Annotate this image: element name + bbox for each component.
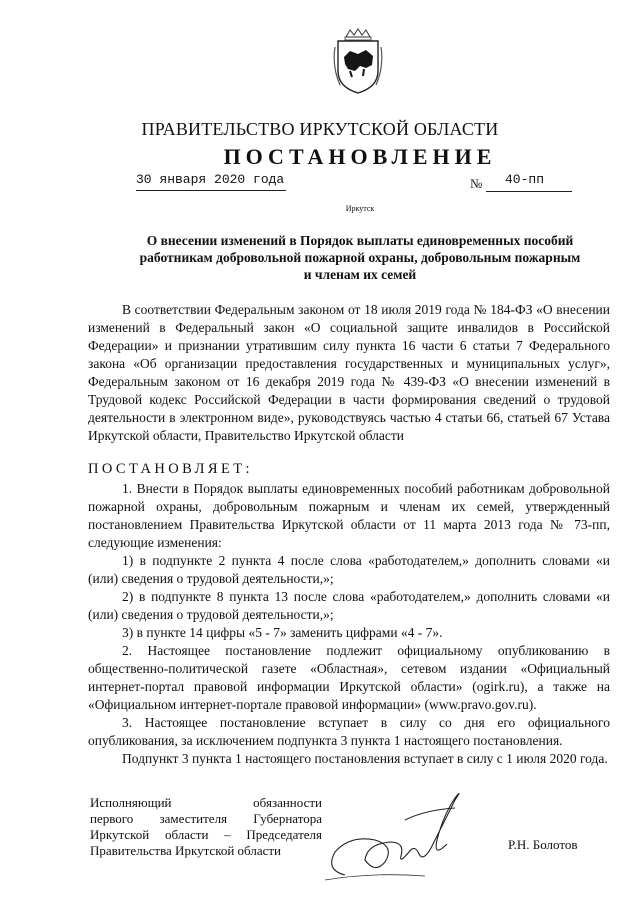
date-underline [136, 190, 286, 191]
position-line: первого заместителя Губернатора [90, 811, 322, 826]
title-line: работникам добровольной пожарной охраны, добровольным пожарным [139, 250, 581, 265]
handwritten-signature [305, 780, 485, 890]
decree-word: ПОСТАНОВЛЯЕТ: [88, 461, 253, 477]
government-name: ПРАВИТЕЛЬСТВО ИРКУТСКОЙ ОБЛАСТИ [141, 119, 499, 139]
item-3-paragraph: 3. Настоящее постановление вступает в силу со дня его официального опубликования, за исключением подпункта 3 пункта 1 настоящего постановления. [88, 715, 610, 748]
item-1-paragraph: 1. Внести в Порядок выплаты единовременных пособий работникам добровольной пожарной охраны, добровольным пожарным и членам их семей, утвержденный постановлением Правительства Иркутской области от 11 марта 2013 года № 73-пп, следующие изменения: [88, 481, 610, 550]
subitem-1-2: 2) в подпункте 8 пункта 13 после слова «работодателем,» дополнить словами «и (или) сведения о трудовой деятельности,»; [88, 589, 610, 622]
item-2-paragraph: 2. Настоящее постановление подлежит официальному опубликованию в общественно-политической газете «Областная», сетевом издании «Официальный интернет-портал правовой информации Иркутской области» (ogirk.ru), а также на «Официальном интернет-портале правовой информации» (www.pravo.gov.ru). [88, 643, 610, 712]
number-underline [486, 191, 572, 192]
document-title [90, 232, 630, 283]
document-type: ПОСТАНОВЛЕНИЕ [223, 144, 497, 169]
coat-of-arms-emblem [330, 27, 386, 97]
document-number: 40-пп [505, 172, 545, 187]
city-name: Иркутск [345, 204, 375, 213]
subitem-1-3: 3) в пункте 14 цифры «5 - 7» заменить цифрами «4 - 7». [122, 625, 443, 640]
subitem-1-1: 1) в подпункте 2 пункта 4 после слова «работодателем,» дополнить словами «и (или) сведения о трудовой деятельности,»; [88, 553, 610, 586]
signer-name: Р.Н. Болотов [508, 837, 578, 852]
preamble-paragraph: В соответствии Федеральным законом от 18 июля 2019 года № 184-ФЗ «О внесении изменений в Федеральный закон «О социальной защите инвалидов в Российской Федерации» и признании утратившим силу пункта 16 части 6 статьи 7 Федерального закона «Об организации предоставления государственных и муниципальных услуг», Федеральным законом от 16 декабря 2019 года № 439-ФЗ «О внесении изменений в Трудовой кодекс Российской Федерации в части формирования сведений о трудовой деятельности в электронном виде», руководствуясь частью 4 статьи 66, статьей 67 Устава Иркутской области, Правительство Иркутской области [88, 302, 610, 443]
title-line: О внесении изменений в Порядок выплаты единовременных пособий [146, 233, 574, 248]
document-date: 30 января 2020 года [136, 172, 285, 187]
position-line: Исполняющий обязанности [90, 795, 322, 810]
item-3-note: Подпункт 3 пункта 1 настоящего постановления вступает в силу с 1 июля 2020 года. [122, 751, 608, 766]
signatory-position [90, 795, 322, 859]
number-label: № [470, 176, 483, 191]
position-line: Правительства Иркутской области [90, 843, 282, 858]
title-line: и членам их семей [303, 267, 417, 282]
position-line: Иркутской области – Председателя [90, 827, 322, 842]
